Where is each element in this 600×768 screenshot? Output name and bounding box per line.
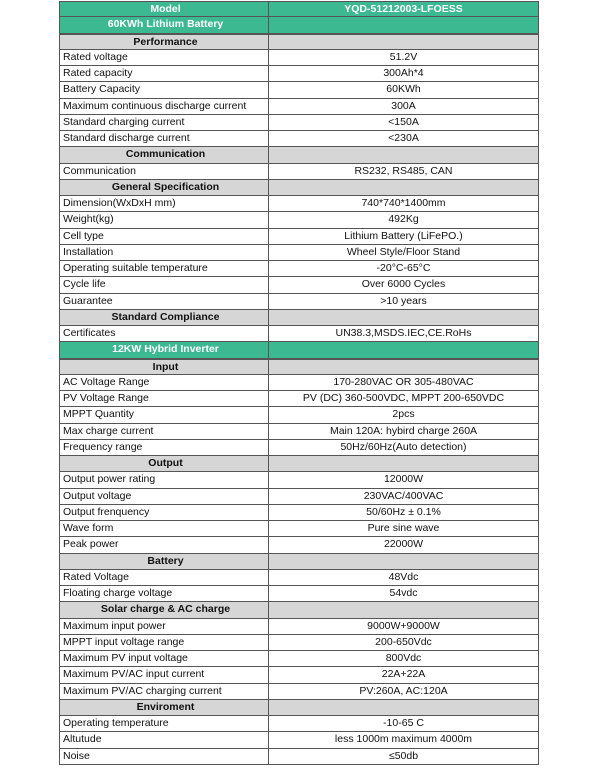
spec-value: 2pcs — [392, 408, 415, 421]
section-header — [59, 700, 539, 716]
section-title: Solar charge & AC charge — [60, 602, 269, 617]
spec-value: -20°C-65°C — [376, 262, 431, 274]
section-title: Battery — [60, 554, 269, 569]
spec-label: Maximum input power — [60, 619, 269, 634]
spec-value: Main 120A: hybird charge 260A — [329, 424, 478, 437]
battery-title-row — [59, 17, 539, 33]
spec-row — [59, 505, 539, 521]
spec-label: Peak power — [60, 537, 269, 552]
spec-row — [59, 472, 539, 488]
spec-value: less 1000m maximum 4000m — [334, 733, 473, 746]
spec-label: Noise — [60, 749, 269, 764]
spec-label: Cycle life — [60, 277, 269, 292]
section-header-blank — [269, 602, 538, 617]
spec-row — [59, 82, 539, 98]
spec-value: >10 years — [380, 294, 427, 307]
spec-row — [59, 277, 539, 293]
section-title: Enviroment — [60, 700, 269, 715]
battery-spec-body — [59, 34, 539, 343]
spec-label: MPPT input voltage range — [60, 635, 269, 650]
inverter-spec-body — [59, 359, 539, 765]
spec-row — [59, 115, 539, 131]
spec-label: Guarantee — [60, 294, 269, 309]
spec-table — [59, 1, 539, 765]
spec-row — [59, 375, 539, 391]
spec-label: Operating temperature — [60, 716, 269, 731]
section-header — [59, 456, 539, 472]
model-label: Model — [60, 2, 269, 16]
spec-label: Operating suitable temperature — [60, 261, 269, 276]
spec-row — [59, 716, 539, 732]
spec-value: 9000W+9000W — [367, 619, 440, 632]
spec-row — [59, 749, 539, 765]
spec-row — [59, 424, 539, 440]
spec-label: Certificates — [60, 326, 269, 341]
spec-value: RS232, RS485, CAN — [354, 164, 453, 177]
spec-row — [59, 570, 539, 586]
spec-label: Altutude — [60, 732, 269, 747]
spec-row — [59, 164, 539, 180]
spec-label: Wave form — [60, 521, 269, 536]
spec-value: PV:260A, AC:120A — [359, 684, 448, 697]
spec-value: Lithium Battery (LiFePO.) — [344, 229, 463, 242]
section-header-blank — [269, 456, 538, 471]
section-header-blank — [269, 147, 538, 162]
spec-label: Weight(kg) — [60, 212, 269, 227]
section-header-blank — [269, 554, 538, 569]
battery-title: 60KWh Lithium Battery — [60, 17, 269, 32]
spec-value: 22000W — [383, 538, 424, 551]
spec-row — [59, 245, 539, 261]
spec-value: 12000W — [383, 473, 424, 486]
spec-label: Rated capacity — [60, 66, 269, 81]
section-header-blank — [269, 180, 538, 195]
spec-value: 50Hz/60Hz(Auto detection) — [340, 440, 467, 453]
spec-label: Rated Voltage — [60, 570, 269, 585]
spec-row — [59, 196, 539, 212]
model-row — [59, 1, 539, 17]
spec-row — [59, 489, 539, 505]
spec-value: 170-280VAC OR 305-480VAC — [333, 375, 474, 388]
section-title: Performance — [60, 35, 269, 49]
spec-row — [59, 131, 539, 147]
spec-row — [59, 99, 539, 115]
section-header-blank — [269, 35, 538, 49]
spec-label: Standard charging current — [60, 115, 269, 130]
inverter-title-row — [59, 342, 539, 358]
section-title: Standard Compliance — [60, 310, 269, 325]
spec-label: Output power rating — [60, 472, 269, 487]
spec-label: MPPT Quantity — [60, 407, 269, 422]
spec-label: Max charge current — [60, 424, 269, 439]
inverter-title-blank — [269, 342, 538, 357]
spec-label: Maximum continuous discharge current — [60, 99, 269, 114]
spec-row — [59, 667, 539, 683]
spec-row — [59, 261, 539, 277]
spec-row — [59, 732, 539, 748]
spec-label: Installation — [60, 245, 269, 260]
spec-row — [59, 619, 539, 635]
spec-row — [59, 212, 539, 228]
spec-label: Communication — [60, 164, 269, 179]
spec-row — [59, 651, 539, 667]
spec-value: 48Vdc — [388, 570, 419, 583]
section-title: Output — [60, 456, 269, 471]
spec-value: 60KWh — [386, 83, 421, 96]
spec-value: 300Ah*4 — [383, 67, 424, 79]
spec-label: Maximum PV/AC charging current — [60, 684, 269, 699]
spec-row — [59, 635, 539, 651]
spec-value: Over 6000 Cycles — [361, 278, 446, 291]
section-header-blank — [269, 310, 538, 325]
section-header — [59, 359, 539, 375]
spec-row — [59, 229, 539, 245]
spec-value: -10-65 C — [383, 717, 424, 729]
spec-row — [59, 407, 539, 423]
spec-row — [59, 684, 539, 700]
section-title: Communication — [60, 147, 269, 162]
model-value: YQD-51212003-LFOESS — [344, 3, 463, 15]
spec-label: Maximum PV input voltage — [60, 651, 269, 666]
spec-label: PV Voltage Range — [60, 391, 269, 406]
spec-value: <150A — [388, 115, 419, 128]
section-header-blank — [269, 700, 538, 715]
section-header — [59, 147, 539, 163]
section-title: Input — [60, 360, 269, 374]
spec-row — [59, 440, 539, 456]
inverter-title: 12KW Hybrid Inverter — [60, 342, 269, 357]
spec-value: 51.2V — [389, 50, 418, 63]
spec-label: Battery Capacity — [60, 82, 269, 97]
section-title: General Specification — [60, 180, 269, 195]
spec-value: 300A — [391, 99, 416, 112]
spec-label: Output voltage — [60, 489, 269, 504]
section-header — [59, 34, 539, 50]
spec-value: 740*740*1400mm — [361, 197, 446, 209]
spec-label: Output frenquency — [60, 505, 269, 520]
spec-label: AC Voltage Range — [60, 375, 269, 390]
spec-row — [59, 586, 539, 602]
spec-row — [59, 294, 539, 310]
spec-label: Cell type — [60, 229, 269, 244]
spec-row — [59, 391, 539, 407]
section-header — [59, 310, 539, 326]
section-header — [59, 180, 539, 196]
spec-value: 22A+22A — [381, 668, 426, 681]
spec-value: Wheel Style/Floor Stand — [346, 245, 461, 258]
spec-value: 50/60Hz ± 0.1% — [366, 505, 441, 518]
spec-value: 200-650Vdc — [375, 635, 432, 648]
spec-value: UN38.3,MSDS.IEC,CE.RoHs — [335, 327, 472, 339]
spec-label: Maximum PV/AC input current — [60, 667, 269, 682]
spec-row — [59, 66, 539, 82]
spec-row — [59, 537, 539, 553]
spec-row — [59, 50, 539, 66]
spec-label: Standard discharge current — [60, 131, 269, 146]
section-header-blank — [269, 360, 538, 374]
spec-label: Rated voltage — [60, 50, 269, 65]
spec-value: Pure sine wave — [367, 522, 440, 534]
spec-value: 230VAC/400VAC — [363, 489, 444, 502]
spec-label: Dimension(WxDxH mm) — [60, 196, 269, 211]
spec-value: 800Vdc — [385, 652, 422, 664]
spec-value: PV (DC) 360-500VDC, MPPT 200-650VDC — [302, 392, 505, 404]
spec-label: Frequency range — [60, 440, 269, 455]
section-header — [59, 602, 539, 618]
spec-value: 492Kg — [388, 213, 419, 226]
spec-row — [59, 521, 539, 537]
battery-title-blank — [269, 17, 538, 32]
spec-value: 54vdc — [389, 587, 418, 599]
spec-value: ≤50db — [388, 749, 419, 762]
spec-label: Floating charge voltage — [60, 586, 269, 601]
spec-row — [59, 326, 539, 342]
section-header — [59, 554, 539, 570]
spec-value: <230A — [388, 132, 419, 144]
